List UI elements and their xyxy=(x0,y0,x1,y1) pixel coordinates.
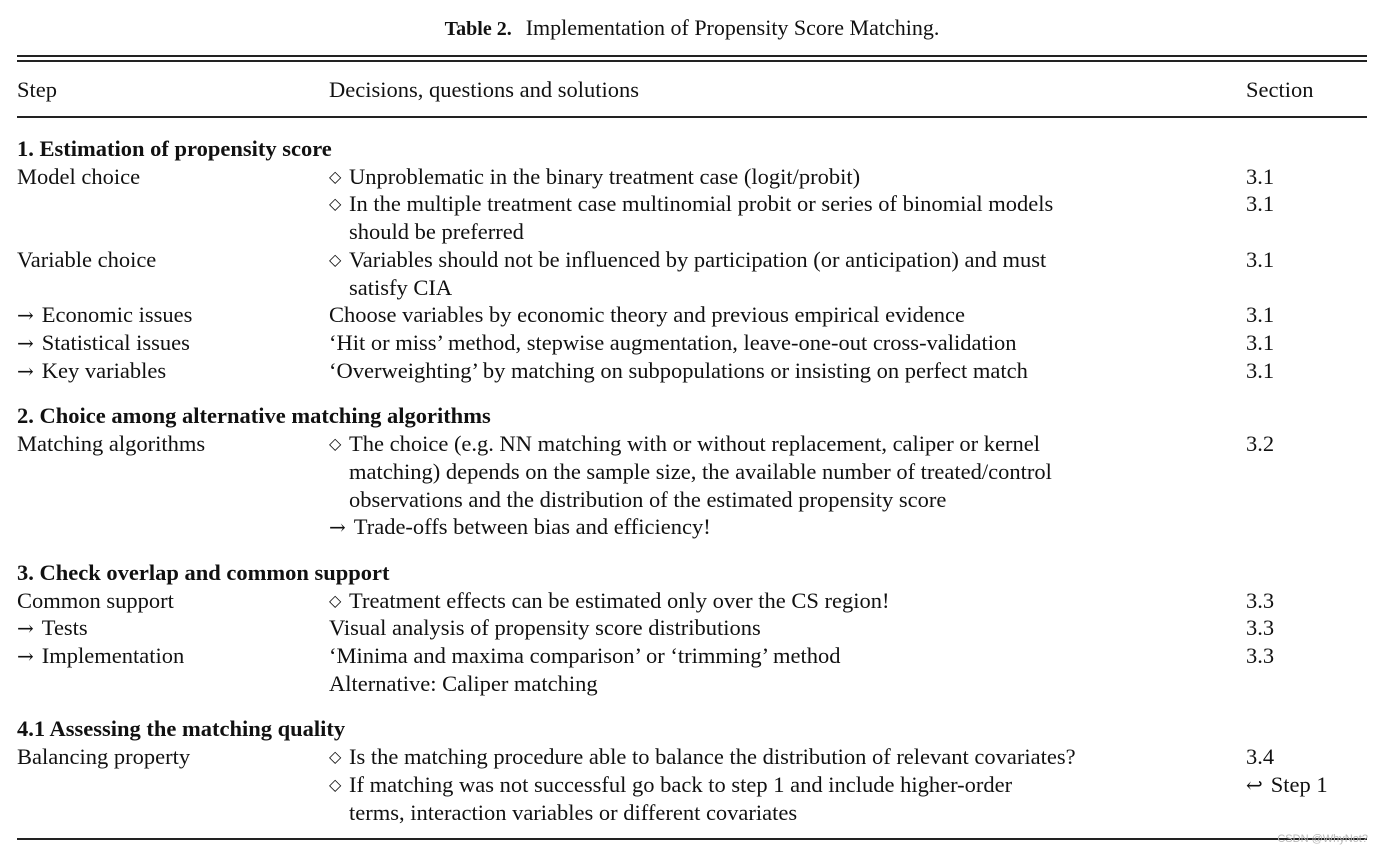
section-heading: 1. Estimation of propensity score xyxy=(17,136,332,161)
table-caption xyxy=(0,14,1384,43)
diamond-icon: ◇ xyxy=(329,777,342,794)
table-row-continuation: terms, interaction variables or different covariates xyxy=(349,800,798,825)
table-row: → Implementation ‘Minima and maxima comparison’ or ‘trimming’ method 3.3 xyxy=(17,643,1275,668)
table-row: Matching algorithms ◇ The choice (e.g. NN matching with or without replacement, caliper or kernel 3.2 xyxy=(0,430,1384,458)
arrow-icon: → xyxy=(329,515,346,539)
table-row: Balancing property ◇ Is the matching procedure able to balance the distribution of relevant covariates? 3.4 xyxy=(0,743,1384,771)
table-row: ◇ If matching was not successful go back to step 1 and include higher-order ↩ Step 1 xyxy=(0,771,1384,799)
header-decisions: Decisions, questions and solutions xyxy=(329,77,639,102)
table-row: → Tests Visual analysis of propensity score distributions 3.3 xyxy=(17,615,1275,640)
table-row: → Key variables ‘Overweighting’ by matching on subpopulations or insisting on perfect match 3.1 xyxy=(17,358,1275,383)
table-row: Alternative: Caliper matching xyxy=(329,671,598,696)
watermark: CSDN @WhyNot? xyxy=(1277,833,1368,845)
table-row-continuation: satisfy CIA xyxy=(349,275,453,300)
section-heading: 4.1 Assessing the matching quality xyxy=(17,716,346,741)
table-row: → Statistical issues ‘Hit or miss’ method, stepwise augmentation, leave-one-out cross-validation 3.1 xyxy=(17,330,1275,355)
diamond-icon: ◇ xyxy=(329,593,342,610)
diamond-icon: ◇ xyxy=(329,196,342,213)
arrow-icon: → xyxy=(17,303,34,327)
diamond-icon: ◇ xyxy=(329,169,342,186)
arrow-icon: → xyxy=(17,331,34,355)
table-row-continuation: observations and the distribution of the estimated propensity score xyxy=(349,487,947,512)
table-row: → Economic issues Choose variables by economic theory and previous empirical evidence 3.1 xyxy=(17,302,1275,327)
table-label: Table 2. xyxy=(444,18,512,40)
section-heading: 2. Choice among alternative matching algorithms xyxy=(17,403,491,428)
header-step: Step xyxy=(17,77,58,102)
table-row: ◇ In the multiple treatment case multinomial probit or series of binomial models 3.1 xyxy=(0,190,1384,218)
table-row: Variable choice ◇ Variables should not be influenced by participation (or anticipation) and must 3.1 xyxy=(0,246,1384,274)
arrow-icon: → xyxy=(17,616,34,640)
header-rule xyxy=(17,116,1367,118)
top-rule-1 xyxy=(17,55,1367,57)
diamond-icon: ◇ xyxy=(329,749,342,766)
diamond-icon: ◇ xyxy=(329,252,342,269)
table-row-continuation: matching) depends on the sample size, the available number of treated/control xyxy=(349,459,1052,484)
section-heading: 3. Check overlap and common support xyxy=(17,560,390,585)
bottom-rule xyxy=(17,838,1367,840)
table-row: Common support ◇ Treatment effects can be estimated only over the CS region! 3.3 xyxy=(0,587,1384,615)
arrow-icon: → xyxy=(17,359,34,383)
top-rule-2 xyxy=(17,60,1367,62)
header-row xyxy=(0,76,1384,104)
table-title: Implementation of Propensity Score Matching. xyxy=(525,15,940,40)
header-section: Section xyxy=(1246,77,1314,102)
diamond-icon: ◇ xyxy=(329,436,342,453)
return-arrow-icon: ↩ xyxy=(1246,773,1263,797)
table-row: → Trade-offs between bias and efficiency! xyxy=(329,514,711,539)
table-row: Model choice ◇ Unproblematic in the binary treatment case (logit/probit) 3.1 xyxy=(0,163,1384,191)
arrow-icon: → xyxy=(17,644,34,668)
table-row-continuation: should be preferred xyxy=(349,219,524,244)
